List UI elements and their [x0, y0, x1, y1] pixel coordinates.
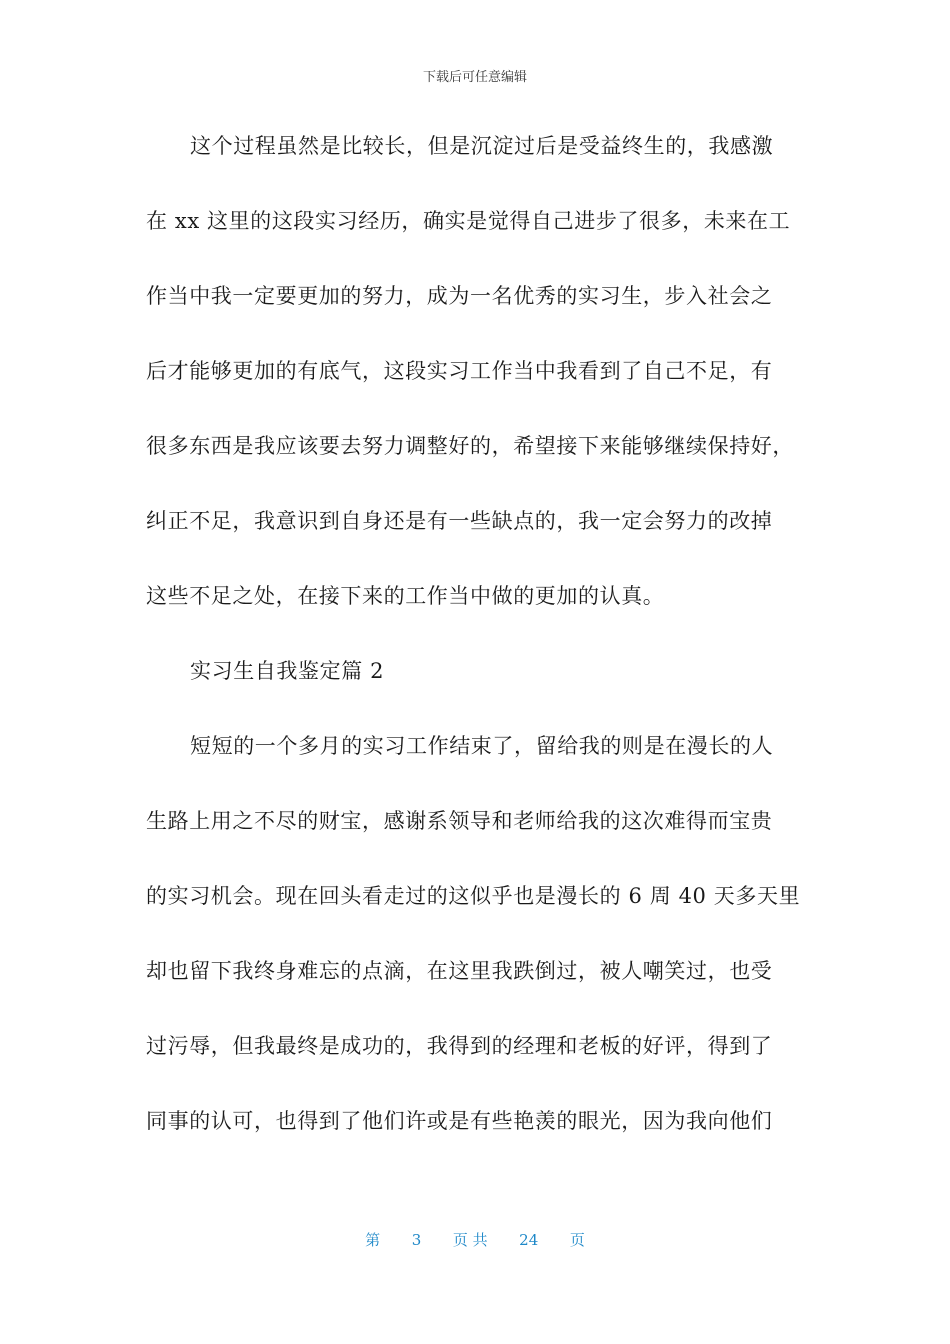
current-page-number: 3	[411, 1231, 422, 1249]
paragraph-line: 这个过程虽然是比较长，但是沉淀过后是受益终生的，我感激	[190, 134, 774, 158]
footer-prefix: 第	[365, 1231, 381, 1249]
paragraph-line: 在 xx 这里的这段实习经历，确实是觉得自己进步了很多，未来在工	[146, 209, 791, 233]
paragraph-line: 很多东西是我应该要去努力调整好的，希望接下来能够继续保持好，	[146, 434, 794, 458]
paragraph-line: 过污辱，但我最终是成功的，我得到的经理和老板的好评，得到了	[146, 1034, 773, 1058]
total-pages-number: 24	[519, 1231, 539, 1249]
page-footer	[0, 1229, 950, 1250]
page-header: 下载后可任意编辑	[422, 70, 527, 85]
footer-suffix: 页	[569, 1231, 585, 1249]
paragraph-line: 同事的认可，也得到了他们许或是有些艳羡的眼光，因为我向他们	[146, 1109, 773, 1133]
paragraph-line: 纠正不足，我意识到自身还是有一些缺点的，我一定会努力的改掉	[146, 509, 773, 533]
paragraph-line: 这些不足之处，在接下来的工作当中做的更加的认真。	[146, 584, 665, 608]
paragraph-line: 生路上用之不尽的财宝，感谢系领导和老师给我的这次难得而宝贵	[146, 809, 773, 833]
section-title: 实习生自我鉴定篇 2	[190, 659, 385, 683]
footer-middle: 页 共	[452, 1231, 488, 1249]
paragraph-line: 却也留下我终身难忘的点滴，在这里我跌倒过，被人嘲笑过，也受	[146, 959, 773, 983]
paragraph-line: 短短的一个多月的实习工作结束了，留给我的则是在漫长的人	[190, 734, 774, 758]
paragraph-line: 后才能够更加的有底气，这段实习工作当中我看到了自己不足，有	[146, 359, 773, 383]
paragraph-line: 的实习机会。现在回头看走过的这似乎也是漫长的 6 周 40 天多天里	[146, 884, 801, 908]
paragraph-line: 作当中我一定要更加的努力，成为一名优秀的实习生，步入社会之	[146, 284, 773, 308]
